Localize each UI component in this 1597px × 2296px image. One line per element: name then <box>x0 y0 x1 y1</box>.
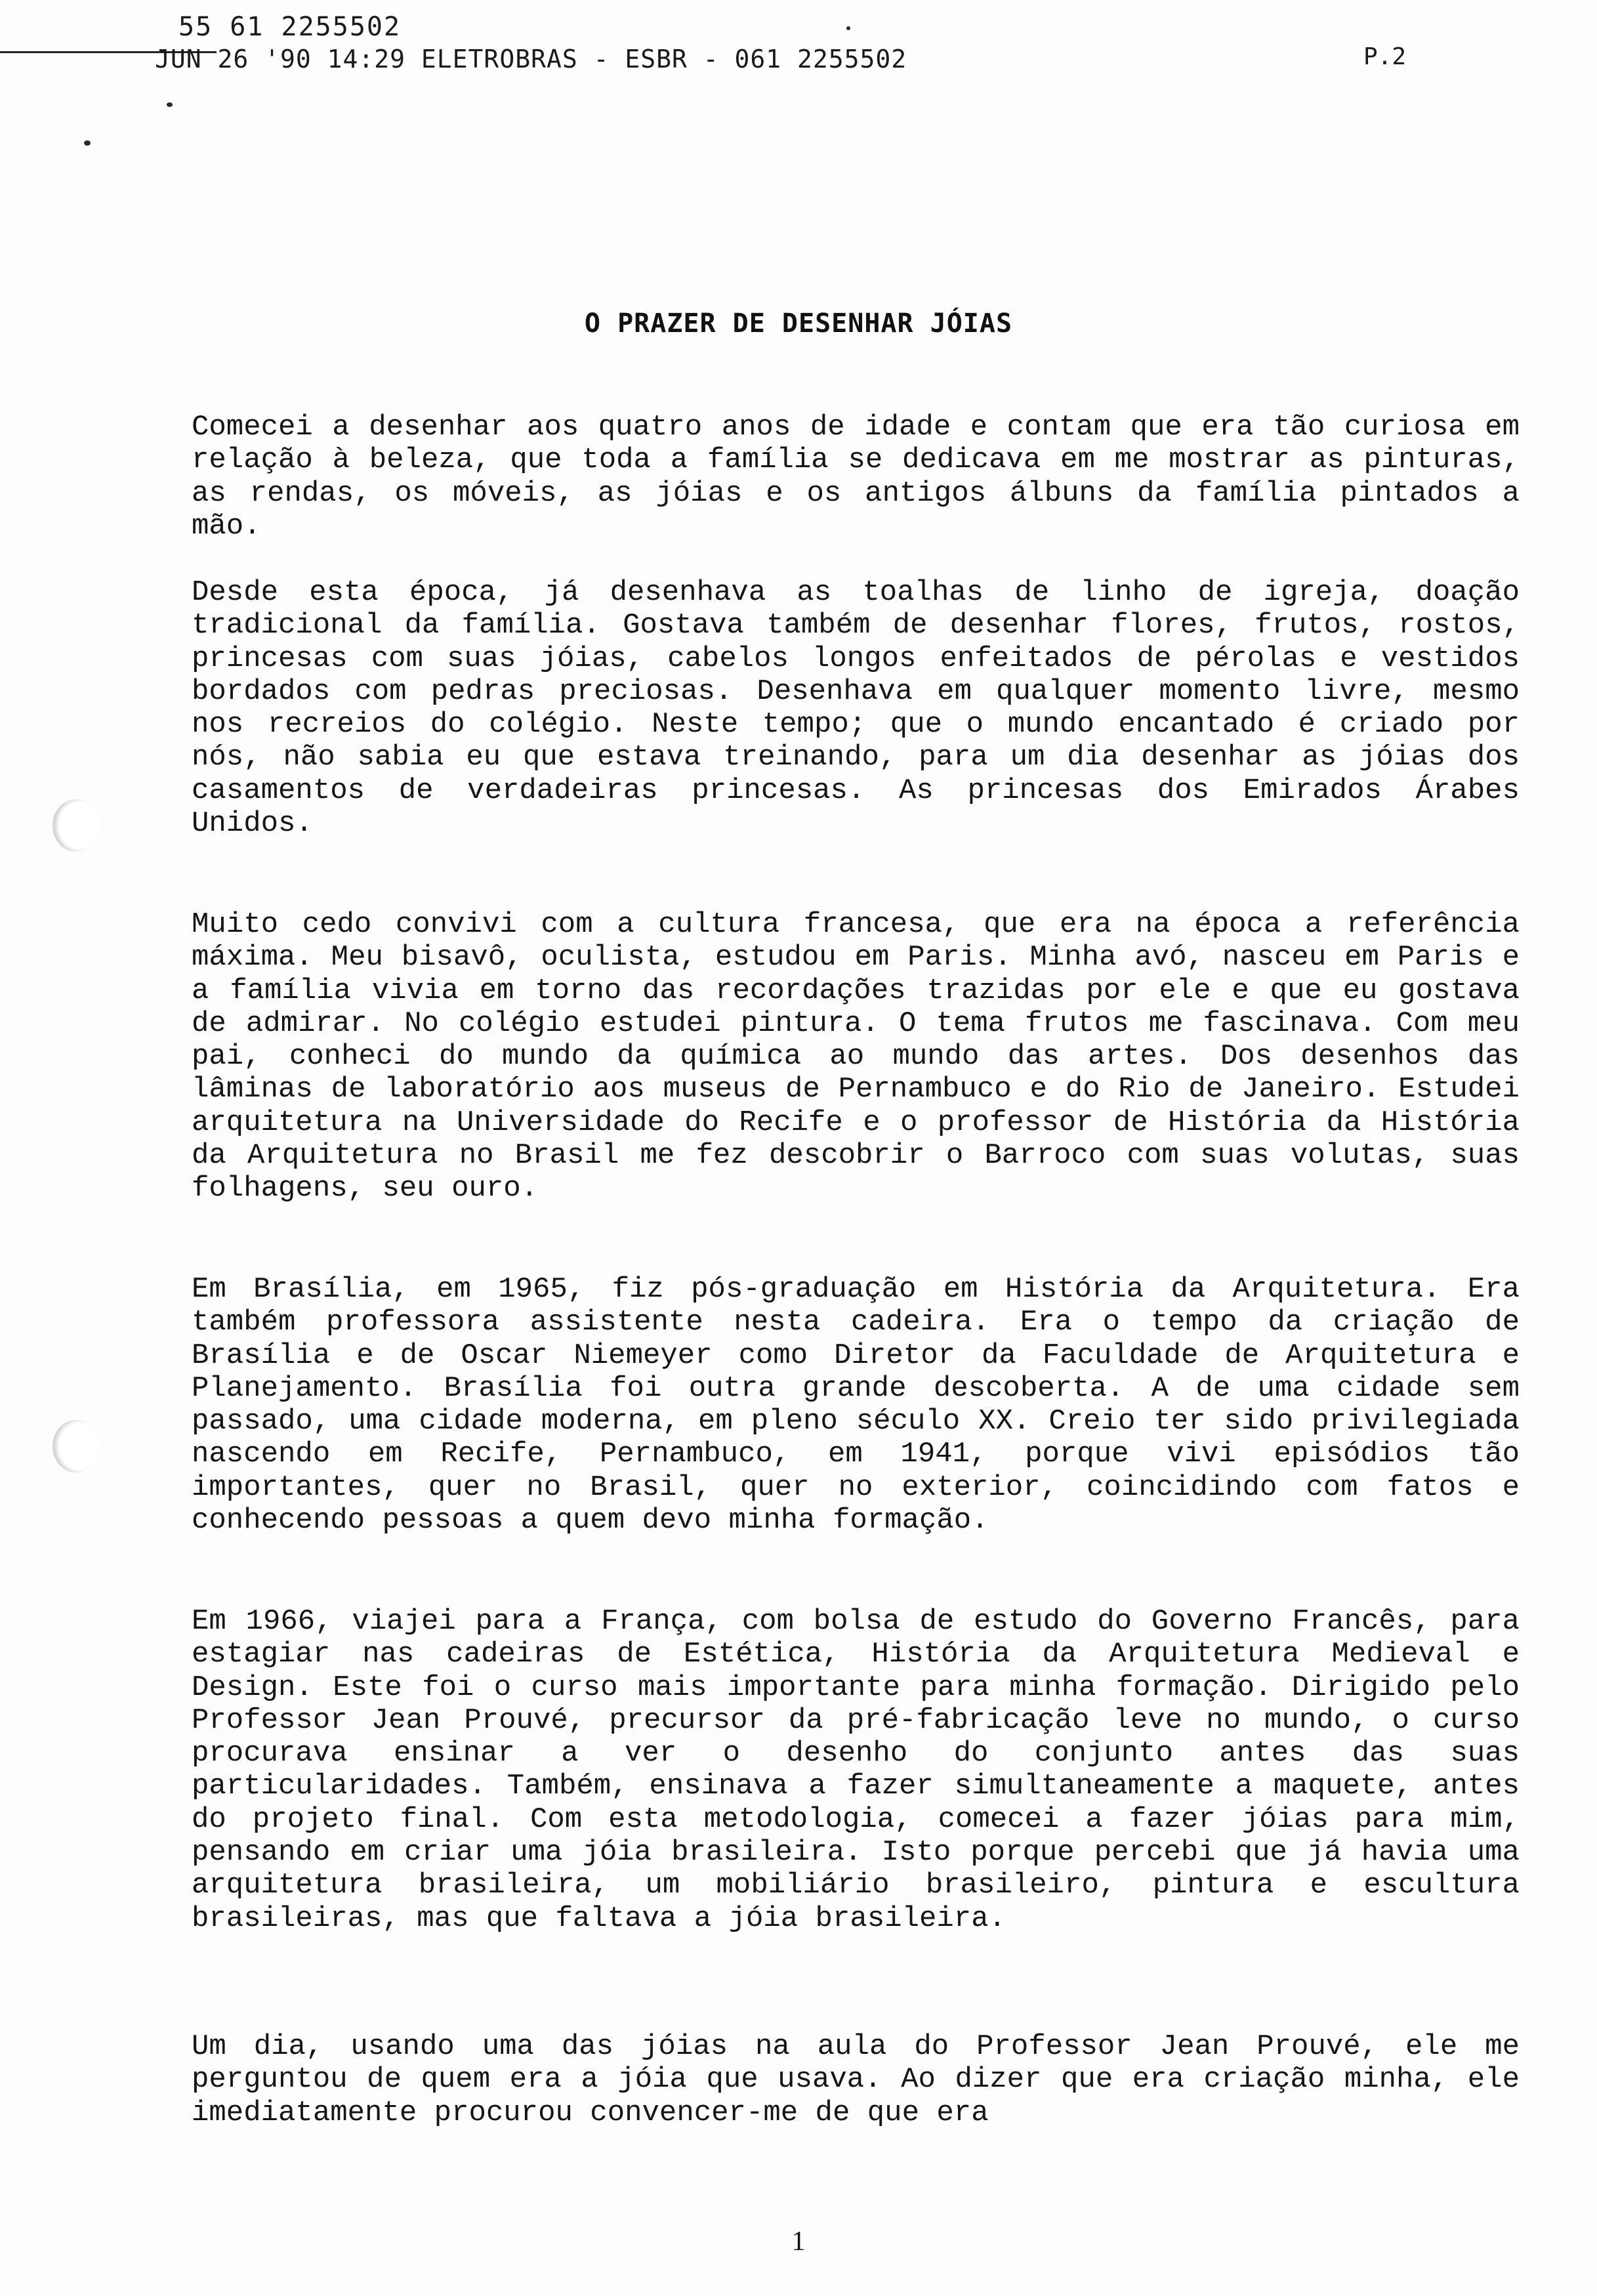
paragraph-text: Comecei a desenhar aos quatro anos de idade e contam que era tão curiosa em relação à beleza, que toda a família se dedicava em me mostrar as pinturas, as rendas, os móveis, as jóias e os antigos álbuns da família pintados a mão. <box>192 411 1520 543</box>
document-title: O PRAZER DE DESENHAR JÓIAS <box>584 308 1013 339</box>
paragraph-1 <box>192 411 1520 543</box>
paragraph-text: Desde esta época, já desenhava as toalhas de linho de igreja, doação tradicional da família. Gostava também de desenhar flores, frutos, rostos, princesas com suas jóias, cabelos longos enfeitados de pérolas e vestidos bordados com pedras preciosas. Desenhava em qualquer momento livre, mesmo nos recreios do colégio. Neste tempo; que o mundo encantado é criado por nós, não sabia eu que estava treinando, para um dia desenhar as jóias dos casamentos de verdadeiras princesas. As princesas dos Emirados Árabes Unidos. <box>192 576 1520 841</box>
paragraph-4 <box>192 1273 1520 1537</box>
paragraph-text: Muito cedo convivi com a cultura francesa, que era na época a referência máxima. Meu bisavô, oculista, estudou em Paris. Minha avó, nasceu em Paris e a família vivia em torno das recordações trazidas por ele e que eu gostava de admirar. No colégio estudei pintura. O tema frutos me fascinava. Com meu pai, conheci do mundo da química ao mundo das artes. Dos desenhos das lâminas de laboratório aos museus de Pernambuco e do Rio de Janeiro. Estudei arquitetura na Universidade do Recife e o professor de História da História da Arquitetura no Brasil me fez descobrir o Barroco com suas volutas, suas folhagens, seu ouro. <box>192 908 1520 1205</box>
page-number: 1 <box>791 2226 806 2257</box>
paragraph-3 <box>192 908 1520 1205</box>
scan-speck <box>84 140 91 146</box>
punch-hole-upper <box>52 799 100 852</box>
paragraph-6 <box>192 2030 1520 2129</box>
scan-speck <box>167 102 173 107</box>
paragraph-text: Em Brasília, em 1965, fiz pós-graduação em História da Arquitetura. Era também professora assistente nesta cadeira. Era o tempo da criação de Brasília e de Oscar Niemeyer como Diretor da Faculdade de Arquitetura e Planejamento. Brasília foi outra grande descoberta. A de uma cidade sem passado, uma cidade moderna, em pleno século XX. Creio ter sido privilegiada nascendo em Recife, Pernambuco, em 1941, porque vivi episódios tão importantes, quer no Brasil, quer no exterior, coincidindo com fatos e conhecendo pessoas a quem devo minha formação. <box>192 1273 1520 1537</box>
paragraph-text: Em 1966, viajei para a França, com bolsa de estudo do Governo Francês, para estagiar nas cadeiras de Estética, História da Arquitetura Medieval e Design. Este foi o curso mais importante para minha formação. Dirigido pelo Professor Jean Prouvé, precursor da pré-fabricação leve no mundo, o curso procurava ensinar a ver o desenho do conjunto antes das suas particularidades. Também, ensinava a fazer simultaneamente a maquete, antes do projeto final. Com esta metodologia, comecei a fazer jóias para mim, pensando em criar uma jóia brasileira. Isto porque percebi que já havia uma arquitetura brasileira, um mobiliário brasileiro, pintura e escultura brasileiras, mas que faltava a jóia brasileira. <box>192 1605 1520 1935</box>
fax-transmission-header: JUN 26 '90 14:29 ELETROBRAS - ESBR - 061 2255502 <box>155 45 907 73</box>
paragraph-2 <box>192 576 1520 840</box>
paragraph-text: Um dia, usando uma das jóias na aula do Professor Jean Prouvé, ele me perguntou de quem era a jóia que usava. Ao dizer que era criação minha, ele imediatamente procurou convencer-me de que era <box>192 2030 1520 2129</box>
punch-hole-lower <box>52 1420 100 1472</box>
fax-page-marker: P.2 <box>1363 43 1407 70</box>
paragraph-5 <box>192 1605 1520 1935</box>
scan-speck <box>846 26 850 30</box>
fax-phone-number: 55 61 2255502 <box>178 12 402 42</box>
